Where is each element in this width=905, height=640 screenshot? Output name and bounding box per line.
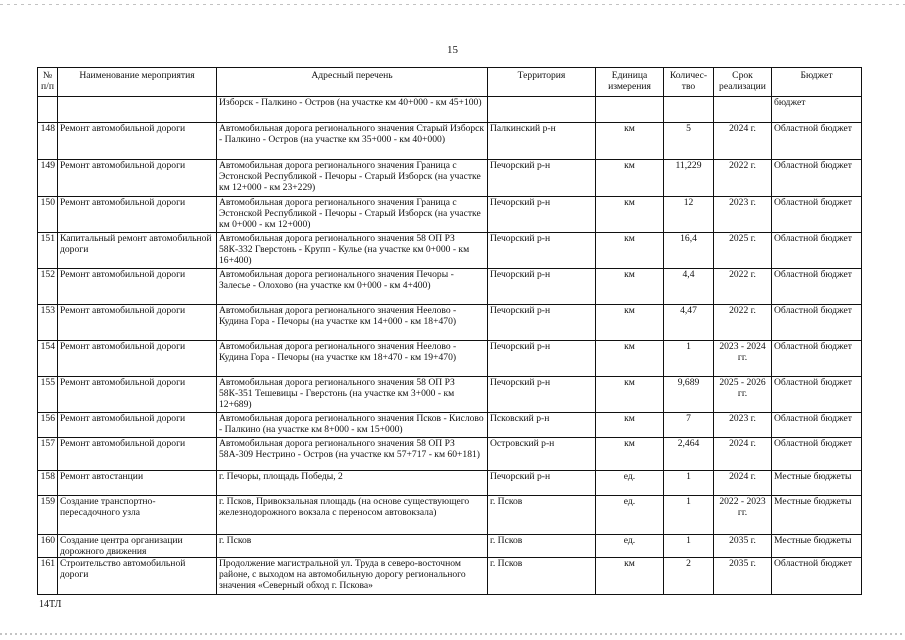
cell-term: 2022 - 2023 гг. bbox=[714, 496, 772, 535]
cell-address: г. Псков bbox=[217, 535, 488, 558]
cell-budget: Областной бюджет bbox=[772, 413, 862, 438]
table-row bbox=[38, 377, 862, 413]
cell-quantity: 9,689 bbox=[664, 377, 714, 413]
measures-table bbox=[37, 67, 862, 595]
table-row bbox=[38, 558, 862, 595]
cell-unit: км bbox=[596, 558, 664, 595]
cell-quantity: 7 bbox=[664, 413, 714, 438]
cell-term bbox=[714, 97, 772, 123]
header-num: № п/п bbox=[38, 68, 58, 97]
cell-budget: Областной бюджет bbox=[772, 305, 862, 341]
cell-territory: Печорский р-н bbox=[488, 233, 596, 269]
cell-unit: км bbox=[596, 377, 664, 413]
cell-name: Ремонт автомобильной дороги bbox=[58, 438, 217, 471]
cell-budget: Местные бюджеты bbox=[772, 496, 862, 535]
cell-territory: г. Псков bbox=[488, 558, 596, 595]
cell-budget: бюджет bbox=[772, 97, 862, 123]
cell-territory: Печорский р-н bbox=[488, 197, 596, 233]
cell-territory: Псковский р-н bbox=[488, 413, 596, 438]
cell-num: 153 bbox=[38, 305, 58, 341]
table-row bbox=[38, 438, 862, 471]
cell-territory: Печорский р-н bbox=[488, 341, 596, 377]
table-row bbox=[38, 471, 862, 496]
cell-num bbox=[38, 97, 58, 123]
table-row bbox=[38, 269, 862, 305]
cell-term: 2023 - 2024 гг. bbox=[714, 341, 772, 377]
cell-num: 154 bbox=[38, 341, 58, 377]
header-name: Наименование мероприятия bbox=[58, 68, 217, 97]
cell-territory: Островский р-н bbox=[488, 438, 596, 471]
cell-unit: ед. bbox=[596, 535, 664, 558]
cell-address: Автомобильная дорога регионального значения Неелово - Кудина Гора - Печоры (на участке км 18+470 - км 19+470) bbox=[217, 341, 488, 377]
cell-num: 157 bbox=[38, 438, 58, 471]
table-row bbox=[38, 413, 862, 438]
cell-term: 2022 г. bbox=[714, 160, 772, 197]
cell-unit: км bbox=[596, 123, 664, 160]
cell-unit: км bbox=[596, 305, 664, 341]
cell-name: Ремонт автомобильной дороги bbox=[58, 413, 217, 438]
table-header-row bbox=[38, 68, 862, 97]
cell-territory: Печорский р-н bbox=[488, 471, 596, 496]
cell-term: 2035 г. bbox=[714, 535, 772, 558]
cell-name: Ремонт автомобильной дороги bbox=[58, 269, 217, 305]
cell-territory: Печорский р-н bbox=[488, 160, 596, 197]
cell-address: Автомобильная дорога регионального значения Старый Изборск - Палкино - Остров (на участке км 35+000 - км 40+000) bbox=[217, 123, 488, 160]
table-row bbox=[38, 305, 862, 341]
cell-unit: км bbox=[596, 233, 664, 269]
table-body bbox=[38, 97, 862, 595]
cell-budget: Областной бюджет bbox=[772, 233, 862, 269]
cell-unit: км bbox=[596, 197, 664, 233]
header-quantity: Количес- тво bbox=[664, 68, 714, 97]
table-row bbox=[38, 160, 862, 197]
cell-num: 161 bbox=[38, 558, 58, 595]
cell-name: Ремонт автомобильной дороги bbox=[58, 341, 217, 377]
cell-quantity: 16,4 bbox=[664, 233, 714, 269]
cell-name: Ремонт автостанции bbox=[58, 471, 217, 496]
cell-address: Автомобильная дорога регионального значения Псков - Кислово - Палкино (на участке км 8+000 - км 15+000) bbox=[217, 413, 488, 438]
table-row bbox=[38, 123, 862, 160]
table-row bbox=[38, 341, 862, 377]
cell-unit bbox=[596, 97, 664, 123]
cell-unit: км bbox=[596, 341, 664, 377]
cell-quantity: 4,4 bbox=[664, 269, 714, 305]
cell-budget: Местные бюджеты bbox=[772, 471, 862, 496]
cell-territory: Печорский р-н bbox=[488, 377, 596, 413]
cell-name: Ремонт автомобильной дороги bbox=[58, 197, 217, 233]
cell-num: 160 bbox=[38, 535, 58, 558]
cell-unit: км bbox=[596, 413, 664, 438]
cell-budget: Областной бюджет bbox=[772, 123, 862, 160]
cell-term: 2023 г. bbox=[714, 197, 772, 233]
cell-term: 2023 г. bbox=[714, 413, 772, 438]
cell-num: 152 bbox=[38, 269, 58, 305]
cell-term: 2024 г. bbox=[714, 471, 772, 496]
cell-address: Продолжение магистральной ул. Труда в северо-восточном районе, с выходом на автомобильную дорогу регионального значения «Северный обход г. Пскова» bbox=[217, 558, 488, 595]
cell-name: Строительство автомобильной дороги bbox=[58, 558, 217, 595]
page-number: 15 bbox=[447, 44, 458, 56]
cell-quantity: 11,229 bbox=[664, 160, 714, 197]
cell-name bbox=[58, 97, 217, 123]
cell-territory: Печорский р-н bbox=[488, 269, 596, 305]
cell-quantity: 1 bbox=[664, 341, 714, 377]
cell-address: Изборск - Палкино - Остров (на участке км 40+000 - км 45+100) bbox=[217, 97, 488, 123]
scan-edge-top bbox=[0, 4, 905, 5]
cell-name: Ремонт автомобильной дороги bbox=[58, 160, 217, 197]
cell-budget: Областной бюджет bbox=[772, 269, 862, 305]
cell-quantity: 5 bbox=[664, 123, 714, 160]
cell-address: Автомобильная дорога регионального значения Граница с Эстонской Республикой - Печоры - Старый Изборск (на участке км 12+000 - км 23+229) bbox=[217, 160, 488, 197]
cell-unit: км bbox=[596, 160, 664, 197]
cell-unit: км bbox=[596, 438, 664, 471]
cell-num: 158 bbox=[38, 471, 58, 496]
cell-term: 2024 г. bbox=[714, 438, 772, 471]
cell-budget: Областной бюджет bbox=[772, 341, 862, 377]
cell-quantity bbox=[664, 97, 714, 123]
cell-name: Ремонт автомобильной дороги bbox=[58, 123, 217, 160]
cell-budget: Местные бюджеты bbox=[772, 535, 862, 558]
cell-quantity: 12 bbox=[664, 197, 714, 233]
cell-quantity: 4,47 bbox=[664, 305, 714, 341]
header-territory: Территория bbox=[488, 68, 596, 97]
cell-budget: Областной бюджет bbox=[772, 160, 862, 197]
cell-name: Ремонт автомобильной дороги bbox=[58, 377, 217, 413]
cell-name: Создание транспортно-пересадочного узла bbox=[58, 496, 217, 535]
cell-address: Автомобильная дорога регионального значения 58 ОП РЗ 58К-332 Гверстонь - Крупп - Кулье (на участке км 0+000 - км 16+400) bbox=[217, 233, 488, 269]
cell-term: 2022 г. bbox=[714, 305, 772, 341]
cell-term: 2025 - 2026 гг. bbox=[714, 377, 772, 413]
cell-unit: ед. bbox=[596, 471, 664, 496]
cell-address: г. Псков, Привокзальная площадь (на основе существующего железнодорожного вокзала с переносом автовокзала) bbox=[217, 496, 488, 535]
cell-budget: Областной бюджет bbox=[772, 558, 862, 595]
cell-term: 2035 г. bbox=[714, 558, 772, 595]
cell-num: 156 bbox=[38, 413, 58, 438]
cell-quantity: 1 bbox=[664, 496, 714, 535]
header-unit: Единица измерения bbox=[596, 68, 664, 97]
table-row bbox=[38, 197, 862, 233]
cell-address: Автомобильная дорога регионального значения Граница с Эстонской Республикой - Печоры - Старый Изборск (на участке км 0+000 - км 12+000) bbox=[217, 197, 488, 233]
cell-territory: Печорский р-н bbox=[488, 305, 596, 341]
table-row bbox=[38, 496, 862, 535]
cell-name: Капитальный ремонт автомобильной дороги bbox=[58, 233, 217, 269]
cell-budget: Областной бюджет bbox=[772, 438, 862, 471]
cell-address: Автомобильная дорога регионального значения Печоры - Залесье - Олохово (на участке км 0+000 - км 4+400) bbox=[217, 269, 488, 305]
cell-name: Ремонт автомобильной дороги bbox=[58, 305, 217, 341]
cell-quantity: 1 bbox=[664, 535, 714, 558]
cell-name: Создание центра организации дорожного движения bbox=[58, 535, 217, 558]
cell-address: Автомобильная дорога регионального значения 58 ОП РЗ 58К-351 Тешевицы - Гверстонь (на участке км 3+000 - км 12+689) bbox=[217, 377, 488, 413]
cell-budget: Областной бюджет bbox=[772, 197, 862, 233]
cell-num: 155 bbox=[38, 377, 58, 413]
cell-budget: Областной бюджет bbox=[772, 377, 862, 413]
table-row bbox=[38, 535, 862, 558]
cell-term: 2024 г. bbox=[714, 123, 772, 160]
cell-quantity: 2 bbox=[664, 558, 714, 595]
table-row bbox=[38, 97, 862, 123]
table-row bbox=[38, 233, 862, 269]
cell-address: Автомобильная дорога регионального значения 58 ОП РЗ 58А-309 Нестрино - Остров (на участке км 57+717 - км 60+181) bbox=[217, 438, 488, 471]
cell-num: 150 bbox=[38, 197, 58, 233]
cell-term: 2025 г. bbox=[714, 233, 772, 269]
cell-num: 159 bbox=[38, 496, 58, 535]
cell-term: 2022 г. bbox=[714, 269, 772, 305]
cell-quantity: 1 bbox=[664, 471, 714, 496]
cell-territory: Палкинский р-н bbox=[488, 123, 596, 160]
header-budget: Бюджет bbox=[772, 68, 862, 97]
cell-territory: г. Псков bbox=[488, 496, 596, 535]
header-address: Адресный перечень bbox=[217, 68, 488, 97]
cell-num: 148 bbox=[38, 123, 58, 160]
header-term: Срок реализации bbox=[714, 68, 772, 97]
cell-unit: км bbox=[596, 269, 664, 305]
cell-num: 151 bbox=[38, 233, 58, 269]
cell-num: 149 bbox=[38, 160, 58, 197]
cell-quantity: 2,464 bbox=[664, 438, 714, 471]
cell-address: г. Печоры, площадь Победы, 2 bbox=[217, 471, 488, 496]
cell-unit: ед. bbox=[596, 496, 664, 535]
footer-code: 14ТЛ bbox=[39, 599, 62, 610]
cell-territory: г. Псков bbox=[488, 535, 596, 558]
scan-edge-bottom bbox=[0, 633, 905, 635]
cell-territory bbox=[488, 97, 596, 123]
cell-address: Автомобильная дорога регионального значения Неелово - Кудина Гора - Печоры (на участке км 14+000 - км 18+470) bbox=[217, 305, 488, 341]
